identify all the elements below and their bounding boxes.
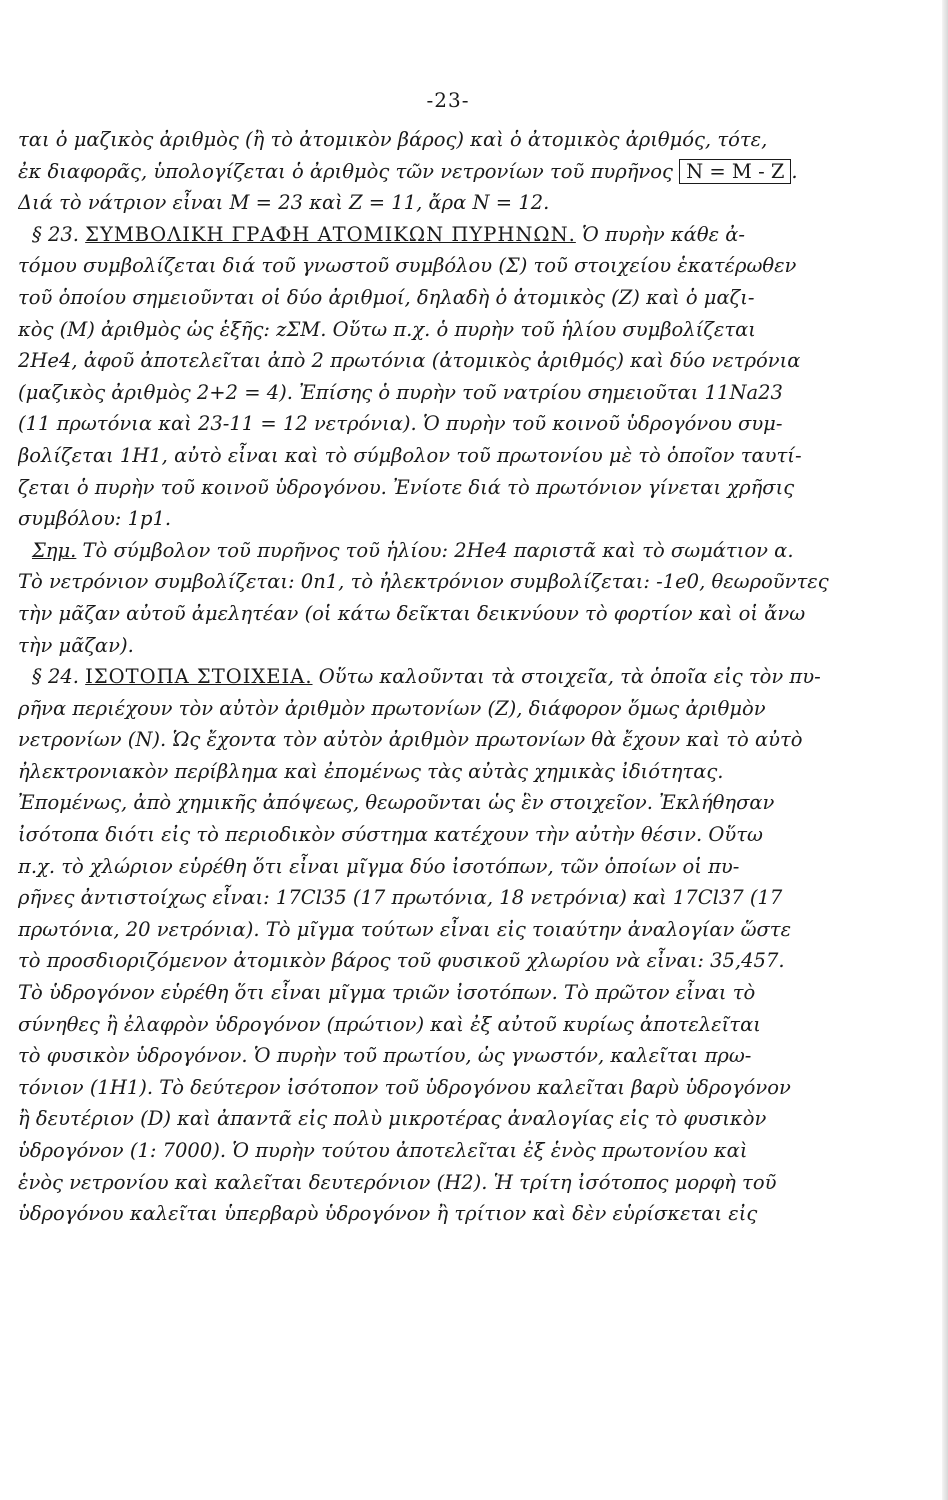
text-line: τόμου συμβολίζεται διά τοῦ γνωστοῦ συμβόλου (Σ) τοῦ στοιχείου ἑκατέρωθεν [18, 254, 797, 278]
text-line: (11 πρωτόνια καὶ 23-11 = 12 νετρόνια). Ὁ πυρὴν τοῦ κοινοῦ ὑδρογόνου συμ- [18, 412, 783, 436]
text-line-content: Ὁ πυρὴν κάθε ἀ- [582, 222, 745, 246]
text-line: Διά τὸ νάτριον εἶναι M = 23 καὶ Z = 11, ἄρα N = 12. [18, 191, 550, 215]
text-line: τὴν μᾶζαν αὐτοῦ ἀμελητέαν (οἱ κάτω δεῖκται δεικνύουν τὸ φορτίον καὶ οἱ ἄνω [18, 601, 806, 625]
note-line [18, 535, 878, 567]
text-line: σύνηθες ἢ ἐλαφρὸν ὑδρογόνον (πρώτιον) καὶ ἐξ αὐτοῦ κυρίως ἀποτελεῖται [18, 1012, 761, 1036]
text-line: πρωτόνια, 20 νετρόνια). Τὸ μῖγμα τούτων εἶναι εἰς τοιαύτην ἀναλογίαν ὥστε [18, 917, 792, 941]
text-line: τόνιον (1H1). Τὸ δεύτερον ἰσότοπον τοῦ ὑδρογόνου καλεῖται βαρὺ ὑδρογόνον [18, 1075, 791, 1099]
text-line: ἢ δευτέριον (D) καὶ ἀπαντᾶ εἰς πολὺ μικροτέρας ἀναλογίας εἰς τὸ φυσικὸν [18, 1107, 767, 1131]
text-line-content: Οὕτω καλοῦνται τὰ στοιχεῖα, τὰ ὁποῖα εἰς τὸν πυ- [318, 665, 821, 689]
text-line: 2He4, ἀφοῦ ἀποτελεῖται ἀπὸ 2 πρωτόνια (ἀτομικὸς ἀριθμός) καὶ δύο νετρόνια [18, 349, 801, 373]
section-heading: ΣΥΜΒΟΛΙΚΗ ΓΡΑΦΗ ΑΤΟΜΙΚΩΝ ΠΥΡΗΝΩΝ. [85, 222, 576, 246]
text-line-content: ἐκ διαφορᾶς, ὑπολογίζεται ὁ ἀριθμὸς τῶν νετρονίων τοῦ πυρῆνος [18, 159, 673, 183]
section-heading: ΙΣΟΤΟΠΑ ΣΤΟΙΧΕΙΑ. [85, 665, 313, 689]
text-line: ρῆνα περιέχουν τὸν αὐτὸν ἀριθμὸν πρωτονίων (Z), διάφορον ὅμως ἀριθμὸν [18, 696, 766, 720]
text-line: βολίζεται 1H1, αὐτὸ εἶναι καὶ τὸ σύμβολον τοῦ πρωτονίου μὲ τὸ ὁποῖον ταυτί- [18, 443, 802, 467]
text-line: τοῦ ὁποίου σημειοῦνται οἱ δύο ἀριθμοί, δηλαδὴ ὁ ἀτομικὸς (Z) καὶ ὁ μαζι- [18, 285, 755, 309]
text-line: Τὸ νετρόνιον συμβολίζεται: 0n1, τὸ ἠλεκτρόνιον συμβολίζεται: -1e0, θεωροῦντες [18, 570, 829, 594]
text-line: Ἐπομένως, ἀπὸ χημικῆς ἀπόψεως, θεωροῦνται ὡς ἓν στοιχεῖον. Ἐκλήθησαν [18, 791, 775, 815]
page-edge-shadow [942, 0, 948, 1500]
text-line: ὑδρογόνου καλεῖται ὑπερβαρὺ ὑδρογόνον ἢ τρίτιον καὶ δὲν εὑρίσκεται εἰς [18, 1202, 758, 1226]
text-line: π.χ. τὸ χλώριον εὑρέθη ὅτι εἶναι μῖγμα δύο ἰσοτόπων, τῶν ὁποίων οἱ πυ- [18, 854, 740, 878]
text-line: ζεται ὁ πυρὴν τοῦ κοινοῦ ὑδρογόνου. Ἐνίοτε διά τὸ πρωτόνιον γίνεται χρῆσις [18, 475, 795, 499]
text-line: ἐκ διαφορᾶς, ὑπολογίζεται ὁ ἀριθμὸς τῶν νετρονίων τοῦ πυρῆνος N = M - Z . [18, 159, 798, 183]
text-line: τὸ φυσικὸν ὑδρογόνον. Ὁ πυρὴν τοῦ πρωτίου, ὡς γνωστόν, καλεῖται πρω- [18, 1044, 752, 1068]
formula-box: N = M - Z [679, 159, 791, 184]
text-line: ρῆνες ἀντιστοίχως εἶναι: 17Cl35 (17 πρωτόνια, 18 νετρόνια) καὶ 17Cl37 (17 [18, 886, 783, 910]
note-label: Σημ. [32, 538, 77, 562]
text-line: ἠλεκτρονιακὸν περίβλημα καὶ ἐπομένως τὰς αὐτὰς χημικὰς ἰδιότητας. [18, 759, 724, 783]
text-line: τὸ προσδιοριζόμενον ἀτομικὸν βάρος τοῦ φυσικοῦ χλωρίου νὰ εἶναι: 35,457. [18, 949, 785, 973]
text-line: (μαζικὸς ἀριθμὸς 2+2 = 4). Ἐπίσης ὁ πυρὴν τοῦ νατρίου σημειοῦται 11Na23 [18, 380, 783, 404]
text-line: συμβόλου: 1p1. [18, 507, 172, 531]
text-line: ται ὁ μαζικὸς ἀριθμὸς (ἢ τὸ ἀτομικὸν βάρος) καὶ ὁ ἀτομικὸς ἀριθμός, τότε, [18, 128, 768, 151]
page-number: -23- [426, 88, 470, 112]
text-line: Τὸ ὑδρογόνον εὑρέθη ὅτι εἶναι μῖγμα τριῶν ἰσοτόπων. Τὸ πρῶτον εἶναι τὸ [18, 981, 756, 1005]
text-line: ὑδρογόνον (1: 7000). Ὁ πυρὴν τούτου ἀποτελεῖται ἐξ ἑνὸς πρωτονίου καὶ [18, 1139, 748, 1162]
text-line: νετρονίων (N). Ὡς ἔχοντα τὸν αὐτὸν ἀριθμὸν πρωτονίων θὰ ἔχουν καὶ τὸ αὐτὸ [18, 728, 803, 752]
text-line: ἑνὸς νετρονίου καὶ καλεῖται δευτερόνιον (H2). Ἡ τρίτη ἰσότοπος μορφὴ τοῦ [18, 1170, 777, 1194]
text-line: τὴν μᾶζαν). [18, 633, 134, 657]
section-23-heading-line [18, 219, 878, 251]
section-number: § 24. [32, 665, 79, 689]
section-number: § 23. [32, 222, 79, 246]
text-line-content: Τὸ σύμβολον τοῦ πυρῆνος τοῦ ἡλίου: 2He4 παριστᾶ καὶ τὸ σωμάτιον α. [82, 538, 794, 562]
section-24-heading-line [18, 661, 878, 693]
text-line: κὸς (M) ἀριθμὸς ὡς ἑξῆς: zΣM. Οὕτω π.χ. ὁ πυρὴν τοῦ ἡλίου συμβολίζεται [18, 317, 756, 341]
text-line: ἰσότοπα διότι εἰς τὸ περιοδικὸν σύστημα κατέχουν τὴν αὐτὴν θέσιν. Οὕτω [18, 823, 763, 847]
